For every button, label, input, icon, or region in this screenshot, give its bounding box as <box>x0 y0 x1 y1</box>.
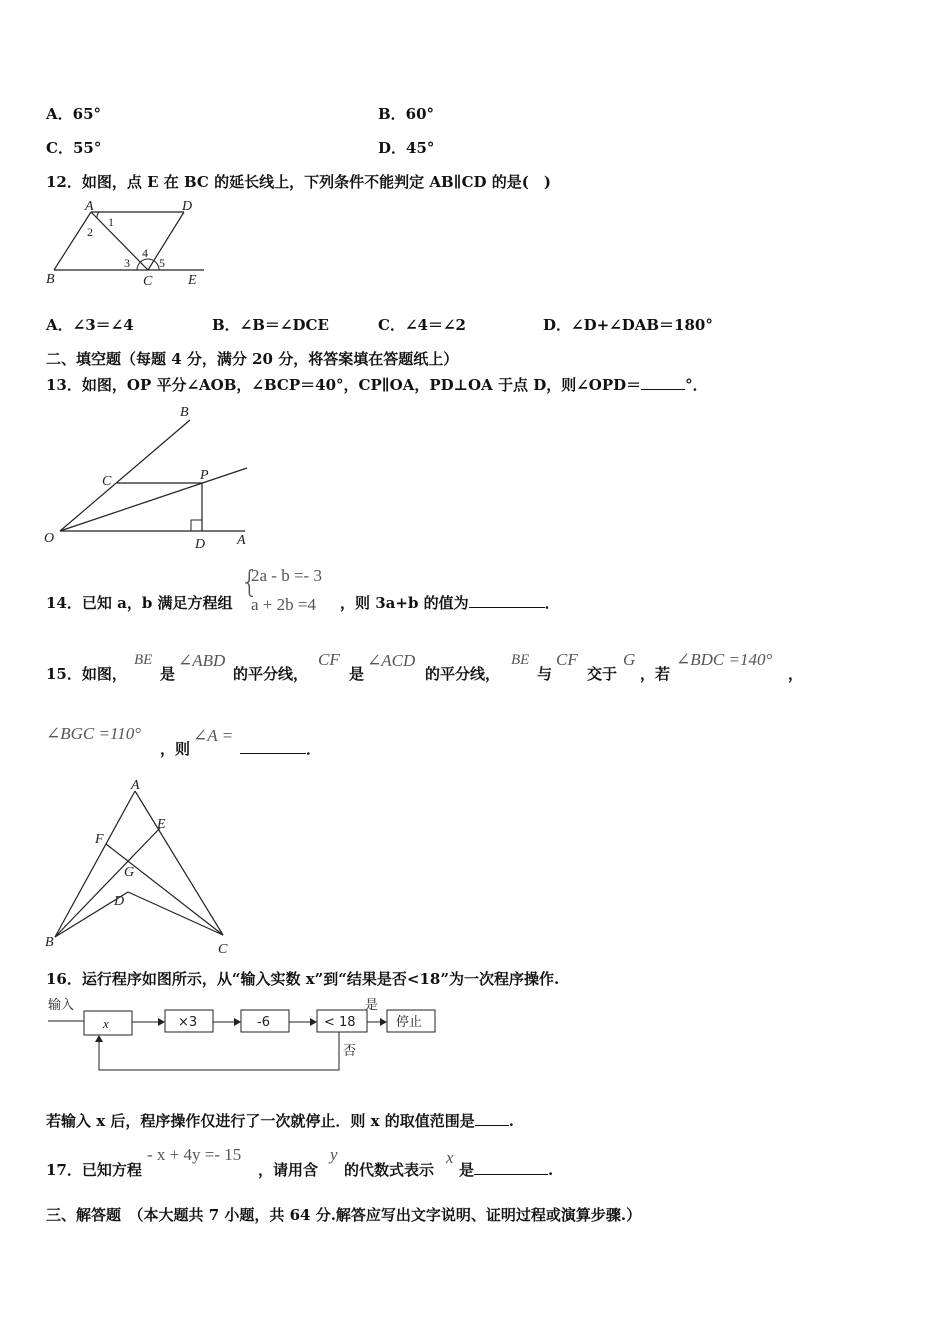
q17-equation: - x + 4y =- 15 <box>147 1145 242 1164</box>
q14-question: ，则 3a+b 的值为 ． <box>340 594 560 612</box>
q15-then: ，则 <box>160 740 191 758</box>
q12-label-e: E <box>188 273 197 288</box>
q15-is-2: 是 <box>349 665 365 683</box>
q17-x: x <box>446 1148 454 1167</box>
q16-flowchart <box>44 995 444 1075</box>
q16-box-multiply: ×3 <box>178 1015 198 1030</box>
q15-label-d: D <box>114 894 125 909</box>
q11-option-c: C．55° <box>46 139 102 157</box>
q11-option-a: A．65° <box>46 105 102 123</box>
q13-label-c: C <box>102 474 112 489</box>
q15-be-1: BE <box>134 652 153 668</box>
q15-comma: ， <box>788 665 804 683</box>
q13-stem: 13．如图，OP 平分∠AOB，∠BCP＝40°，CP∥OA，PD⊥OA 于点 D，则∠OPD＝ °． <box>46 376 708 394</box>
q15-cf-1: CF <box>318 650 340 669</box>
q15-is-1: 是 <box>160 665 176 683</box>
q17-mid: ，请用含 <box>258 1161 319 1179</box>
q17-prefix: 17．已知方程 <box>46 1161 142 1179</box>
q16-box-stop: 停止 <box>396 1015 423 1030</box>
q16-box-compare: < 18 <box>324 1015 356 1030</box>
q12-option-b: B．∠B＝∠DCE <box>212 316 329 334</box>
q12-angle-2: 2 <box>87 225 93 239</box>
q15-number: 15．如图， <box>46 665 127 683</box>
section3-heading: 三、解答题 （本大题共 7 小题，共 64 分.解答应写出文字说明、证明过程或演算步骤.） <box>46 1206 642 1224</box>
q13-figure <box>40 400 255 552</box>
q12-stem: 12．如图，点 E 在 BC 的延长线上，下列条件不能判定 AB∥CD 的是( ) <box>46 173 551 191</box>
q13-label-o: O <box>44 531 55 546</box>
q13-label-p: P <box>200 468 209 483</box>
q15-answer: ． <box>240 738 321 759</box>
q14-brace: { <box>240 565 260 600</box>
q15-bisector-2: 的平分线， <box>425 665 501 683</box>
q15-angle-acd: ∠ACD <box>367 651 416 670</box>
q12-option-d: D．∠D+∠DAB＝180° <box>543 316 713 334</box>
q16-stem: 16．运行程序如图所示，从“输入实数 x”到“结果是否<18”为一次程序操作. <box>46 970 560 988</box>
q15-if: ，若 <box>640 665 671 683</box>
q15-label-b: B <box>45 935 54 950</box>
q17-mid2: 的代数式表示 <box>344 1161 435 1179</box>
q15-angle-bgc: ∠BGC =110° <box>46 724 142 743</box>
q15-angle-a: ∠A = <box>193 726 234 745</box>
q13-label-a: A <box>237 533 246 548</box>
q17-answer: 是 . <box>459 1161 554 1179</box>
q16-box-x: x <box>103 1016 109 1031</box>
q12-angle-3: 3 <box>124 256 130 270</box>
q12-figure <box>44 198 214 290</box>
q12-angle-4: 4 <box>142 246 148 260</box>
q16-question: 若输入 x 后，程序操作仅进行了一次就停止．则 x 的取值范围是 . <box>46 1112 515 1130</box>
q16-input-label: 输入 <box>48 998 75 1013</box>
q15-cf-2: CF <box>556 650 578 669</box>
q16-box-subtract: -6 <box>257 1015 270 1030</box>
q15-label-f: F <box>95 832 104 847</box>
q13-label-d: D <box>195 537 206 552</box>
q16-no-label: 否 <box>343 1044 357 1059</box>
q15-label-c: C <box>218 942 228 957</box>
section2-heading: 二、填空题（每题 4 分，满分 20 分，将答案填在答题纸上） <box>46 350 459 368</box>
q12-label-d: D <box>182 199 193 214</box>
q15-label-a: A <box>131 778 140 793</box>
q12-label-a: A <box>85 199 94 214</box>
q12-option-c: C．∠4＝∠2 <box>378 316 466 334</box>
q15-label-e: E <box>157 817 166 832</box>
q15-meet: 交于 <box>587 665 618 683</box>
q11-option-d: D．45° <box>378 139 435 157</box>
q12-label-c: C <box>143 274 153 289</box>
q12-label-b: B <box>46 272 55 287</box>
q14-prefix: 14．已知 a，b 满足方程组 <box>46 594 233 612</box>
q12-option-a: A．∠3＝∠4 <box>46 316 134 334</box>
q15-bisector-1: 的平分线， <box>233 665 309 683</box>
q15-angle-bdc: ∠BDC =140° <box>676 650 773 669</box>
q11-option-b: B．60° <box>378 105 435 123</box>
q12-angle-1: 1 <box>108 215 114 229</box>
q15-g: G <box>623 650 636 669</box>
q16-yes-label: 是 <box>365 998 379 1013</box>
q15-figure <box>40 775 240 960</box>
q15-angle-abd: ∠ABD <box>178 651 226 670</box>
q14-equation-1: 2a - b =- 3 <box>251 566 322 585</box>
q12-angle-5: 5 <box>159 256 165 270</box>
q15-be-2: BE <box>511 652 530 668</box>
q15-and: 与 <box>537 665 553 683</box>
q17-y: y <box>330 1145 338 1164</box>
q15-label-g: G <box>124 865 135 880</box>
q14-equation-2: a + 2b =4 <box>251 595 316 614</box>
q13-label-b: B <box>180 405 189 420</box>
